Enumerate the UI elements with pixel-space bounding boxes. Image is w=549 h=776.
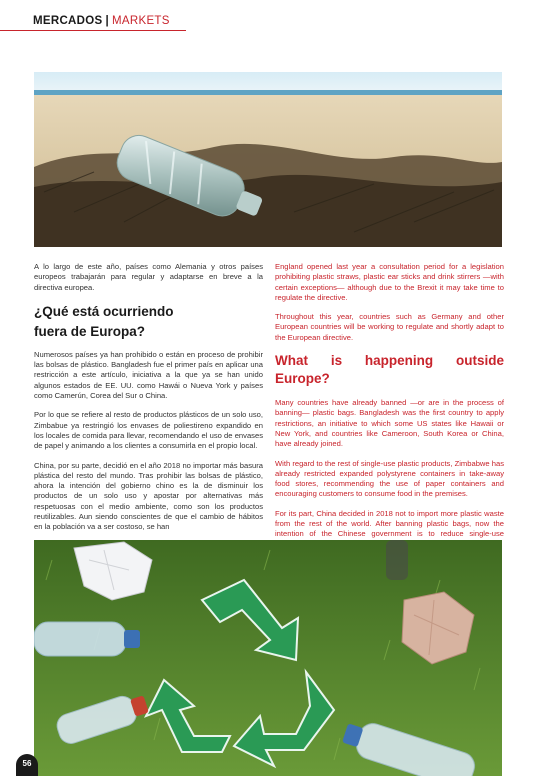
heading-es-line1: ¿Qué está ocurriendo — [34, 303, 174, 319]
header-rule — [0, 30, 186, 31]
intro-paragraph-es: A lo largo de este año, países como Alemania y otros países europeos trabajarán para regular y adaptarse en breve a la directiva europea. — [34, 262, 263, 292]
heading-es — [34, 302, 263, 342]
paragraph-en: Many countries have already banned —or are in the process of banning— plastic bags. Bangladesh was the first country to apply restrictions, an initiative to which some US states like Hawaii or New York, and countries like Cameroon, South Korea or China, have already joined. — [275, 398, 504, 449]
paragraph-en: With regard to the rest of single-use plastic products, Zimbabwe has already restricted expanded polystyrene containers in take-away food stores, recommending the use of paper containers and encouraging customers to consume food in the premises. — [275, 458, 504, 499]
paragraph-en: For its part, China decided in 2018 not to import more plastic waste from the rest of the world. After banning plastic bags, now the intention of the Chinese government is to reduce single-use — [275, 508, 504, 539]
english-column — [275, 262, 504, 559]
heading-es-line2: fuera de Europa? — [34, 323, 146, 339]
paragraph-es: China, por su parte, decidió en el año 2018 no importar más basura plástica del resto del mundo. Tras prohibir las bolsas de plástico, ahora la intención del gobierno chino es la de disminuir los productos de un solo uso y apostar por alternativas más respetuosas con el medio ambiente, como son los productos reutilizables. Aun siendo conscientes de que el cambio de hábitos en la población va a ser costoso, se han — [34, 460, 263, 532]
paragraph-es: Numerosos países ya han prohibido o están en proceso de prohibir las bolsas de plástico. Bangladesh fue el primer país en aplicar una restricción a este artículo, iniciativa a la que ya se han unido algunos estados de EE. UU. como Hawái o Nueva York y países como Camerún, Corea del Sur o China. — [34, 349, 263, 401]
recycling-grass-photo — [34, 540, 502, 776]
beach-bottle-illustration — [34, 72, 502, 247]
section-separator: | — [105, 15, 110, 27]
section-header — [33, 15, 170, 27]
intro-paragraph-en: England opened last year a consultation period for a legislation prohibiting plastic straws, plastic ear sticks and drink stirrers —with certain exceptions— although due to the Brexit it may take time to regulate the directive. — [275, 262, 504, 302]
paragraph-es: Por lo que se refiere al resto de productos plásticos de un solo uso, Zimbabue ya restringió los envases de poliestireno expandido en los locales de comida para llevar, recomendando el uso de envases de papel y animando a los clientes a consumirla en el propio local. — [34, 410, 263, 451]
intro-paragraph-en: Throughout this year, countries such as Germany and other European countries will be working to regulate and shortly adapt to the European directive. — [275, 312, 504, 342]
section-title-es: MERCADOS — [33, 15, 103, 27]
page-number: 56 — [16, 754, 38, 776]
section-title-en: MARKETS — [112, 15, 170, 27]
beach-bottle-photo — [34, 72, 502, 247]
recycling-grass-illustration — [34, 540, 502, 776]
heading-en: What is happening outside Europe? — [275, 353, 504, 387]
spanish-column — [34, 262, 263, 542]
